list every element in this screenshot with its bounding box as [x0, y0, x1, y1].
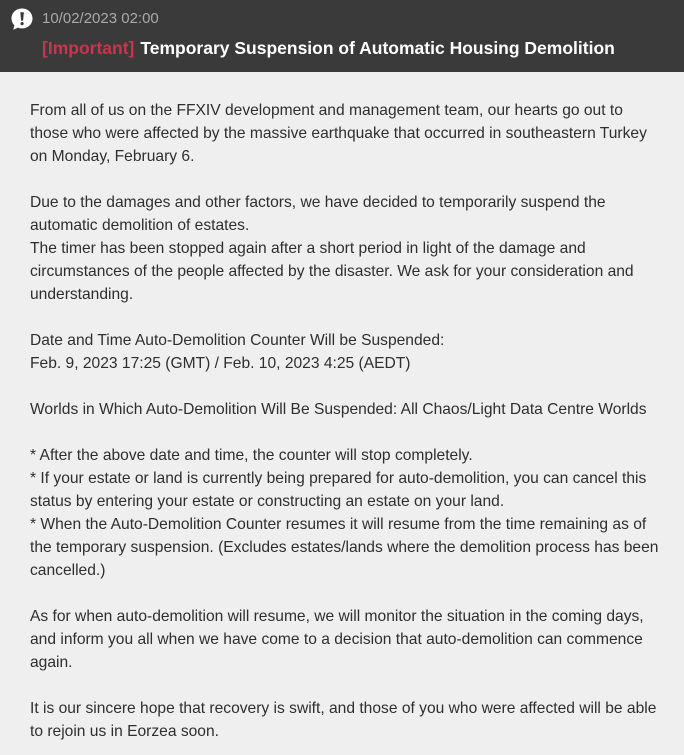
post-body [30, 99, 660, 743]
exclamation-bubble-icon [10, 7, 34, 31]
note-item: * After the above date and time, the counter will stop completely. [30, 447, 473, 464]
paragraph-resume: As for when auto-demolition will resume, we will monitor the situation in the coming days, and inform you all when we have come to a decision that auto-demolition can commence again. [30, 608, 644, 671]
post-date: 10/02/2023 02:00 [42, 10, 159, 27]
paragraph-suspension-line-1: Due to the damages and other factors, we have decided to temporarily suspend the automatic demolition of estates. [30, 194, 606, 234]
important-tag: [Important] [42, 38, 135, 58]
paragraph-date-time [30, 329, 660, 375]
note-item: * When the Auto-Demolition Counter resumes it will resume from the time remaining as of the temporary suspension. (Excludes estates/lands where the demolition process has been cancelled.) [30, 516, 659, 579]
note-item: * If your estate or land is currently being prepared for auto-demolition, you can cancel this status by entering your estate or constructing an estate on your land. [30, 470, 647, 510]
paragraph-suspension [30, 191, 660, 306]
paragraph-closing: It is our sincere hope that recovery is swift, and those of you who were affected will be able to rejoin us in Eorzea soon. [30, 700, 657, 740]
paragraph-notes [30, 444, 660, 582]
paragraph-suspension-line-2: The timer has been stopped again after a short period in light of the damage and circumstances of the people affected by the disaster. We ask for your consideration and understanding. [30, 240, 634, 303]
news-header [0, 0, 684, 72]
post-title-row [42, 37, 615, 59]
date-time-label: Date and Time Auto-Demolition Counter Will be Suspended: [30, 332, 445, 349]
date-time-value: Feb. 9, 2023 17:25 (GMT) / Feb. 10, 2023 4:25 (AEDT) [30, 355, 411, 372]
post-title: Temporary Suspension of Automatic Housing Demolition [140, 38, 615, 58]
paragraph-intro: From all of us on the FFXIV development and management team, our hearts go out to those who were affected by the massive earthquake that occurred in southeastern Turkey on Monday, February 6. [30, 102, 647, 165]
paragraph-worlds: Worlds in Which Auto-Demolition Will Be Suspended: All Chaos/Light Data Centre Worlds [30, 401, 647, 418]
